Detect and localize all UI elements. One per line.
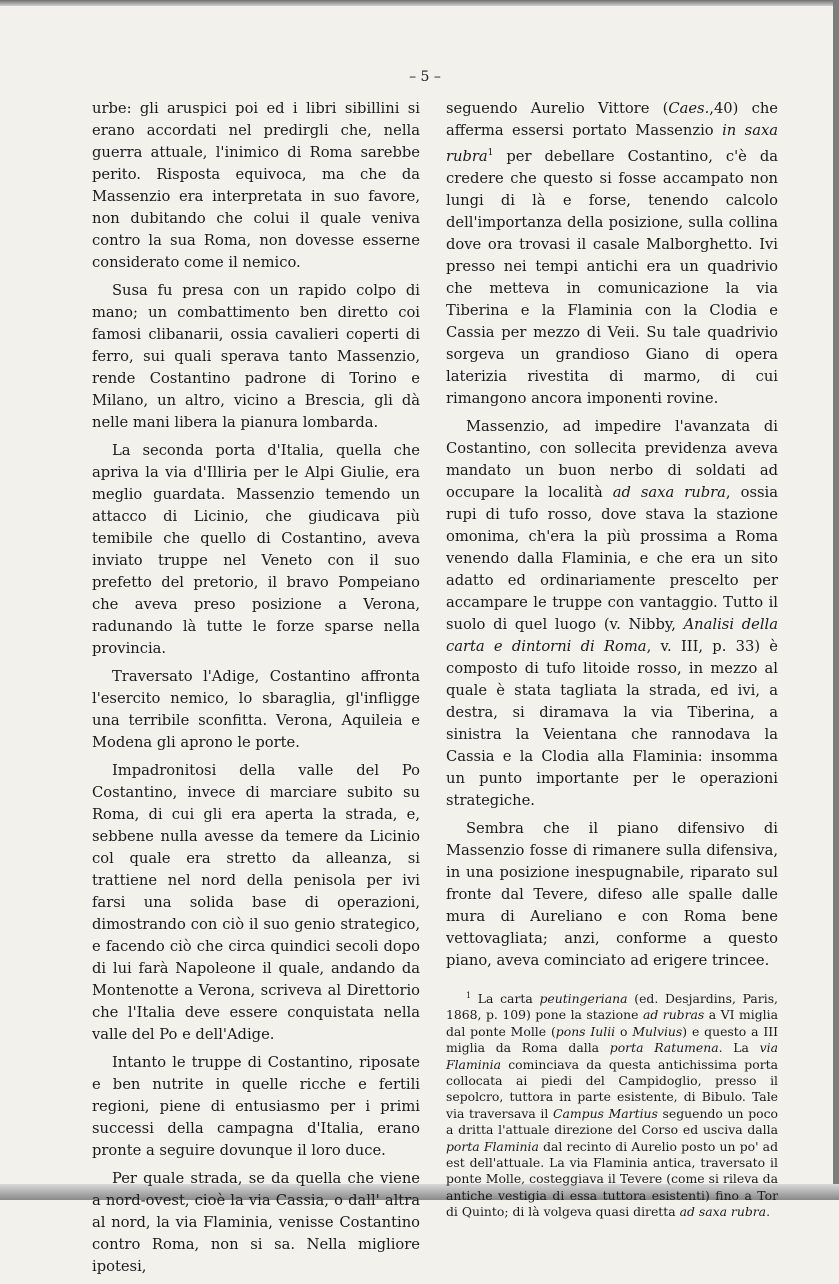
text-run: ,40) che afferma essersi portato Massenzio (446, 100, 778, 139)
right-column (446, 98, 778, 1221)
page-number: – 5 – (409, 69, 441, 85)
text-run: , v. III, p. 33) è composto di tufo litoide rosso, in mezzo al quale è stata tagliata la strada, ed ivi, a destra, si diramava la via Tiberina, a sinistra la Veientana che rannodava la Cassia e la Clodia alla Flaminia: insomma un punto importante per le operazioni strategiche. (446, 637, 778, 809)
italic-run: pons Iulii (555, 1023, 616, 1039)
text-run: per debellare Costantino, c'è da credere che questo si fosse accampato non lungi di là e forse, tenendo calcolo dell'importanza della posizione, sulla collina dove ora trovasi il casale Malborghetto. Ivi presso nei tempi antichi era un quadrivio che metteva in comunicazione la via Tiberina e la Flaminia con la Clodia e Cassia per mezzo di Veii. Su tale quadrivio sorgeva un grandioso Giano di opera laterizia rivestita di marmo, di cui rimangono ancora imponenti rovine. (446, 147, 778, 407)
place-name-italic: ad saxa rubra (612, 483, 726, 501)
text-run: , ossia rupi di tufo rosso, dove stava la stazione omonima, ch'era la più prossima a Roma venendo dalla Flaminia, e che era un sito adatto ed ordinariamente prescelto per accampare le truppe con vantaggio. Tutto il suolo di quel luogo (v. Nibby, (446, 483, 778, 633)
italic-run: porta Flaminia (446, 1138, 539, 1154)
italic-run: ad rubras (642, 1007, 705, 1023)
paragraph: Traversato l'Adige, Costantino affronta l'esercito nemico, lo sbaraglia, gl'infligge una terribile sconfitta. Verona, Aquileia e Modena gli aprono le porte. (92, 668, 420, 751)
text-run: Massenzio, ad impedire l'avanzata di Costantino, con sollecita previdenza aveva mandato un buon nerbo di soldati ad occupare la località (446, 417, 778, 501)
text-run: (ed. Desjardins, Paris, 1868, p. 109) pone la stazione (446, 991, 778, 1023)
book-title-italic: Analisi della carta e dintorni di Roma (446, 615, 778, 655)
paragraph: Intanto le truppe di Costantino, riposate e ben nutrite in quelle ricche e fertili regioni, piene di entusiasmo per i primi successi della campagna d'Italia, erano pronte a seguire dovunque il loro duce. (92, 1054, 420, 1159)
paragraph: Susa fu presa con un rapido colpo di mano; un combattimento ben diretto coi famosi clibanarii, ossia cavalieri coperti di ferro, sui quali sperava tanto Massenzio, rende Costantino padrone di Torino e Milano, un altro, vicino a Brescia, gli dà nelle mani libera la pianura lombarda. (92, 282, 420, 431)
paragraph: Per quale strada, se da quella che viene a nord-ovest, cioè la via Cassia, o dall' altra al nord, la via Flaminia, venisse Costantino contro Roma, non si sa. Nella migliore ipotesi, (92, 1170, 420, 1275)
text-run: La carta (471, 991, 540, 1007)
italic-run: Campus Martius (553, 1105, 658, 1121)
text-run: cominciava da questa antichissima porta collocata ai piedi del Campidoglio, presso il sepolcro, tuttora in parte esistente, di Bibulo. Tale via traversava il (446, 1056, 778, 1121)
paragraph (446, 416, 778, 812)
text-run: . (766, 1204, 771, 1220)
footnote-mark: 1 (466, 990, 472, 1000)
paragraph: La seconda porta d'Italia, quella che apriva la via d'Illiria per le Alpi Giulie, era meglio guardata. Massenzio temendo un attacco di Licinio, che giudicava più temibile che quello di Costantino, aveva inviato truppe nel Veneto con il suo prefetto del pretorio, il bravo Pompeiano che aveva preso posizione a Verona, radunando là tutte le forze sparse nella provincia. (92, 442, 420, 657)
italic-run: ad saxa rubra (679, 1204, 767, 1220)
text-run: o (615, 1023, 633, 1039)
paragraph: Sembra che il piano difensivo di Massenzio fosse di rimanere sulla difensiva, in una posizione inespugnabile, riparato sul fronte dal Tevere, difeso alle spalle dalle mura di Aureliano e con Roma bene vettovagliata; anzi, conforme a questo piano, aveva cominciato ad erigere trincee. (446, 819, 778, 969)
text-run: ) e questo a III miglia da Roma dalla (446, 1023, 778, 1056)
paragraph: Impadronitosi della valle del Po Costantino, invece di marciare subito su Roma, di cui gli era aperta la strada, e, sebbene nulla avesse da temere da Licinio col quale era stretto da alleanza, si trattiene nel nord della penisola per ivi farsi una solida base di operazioni, dimostrando con ciò il suo genio strategico, e facendo ciò che circa quindici secoli dopo di lui farà Napoleone il quale, andando da Montenotte a Verona, scriveva al Direttorio che l'Italia deve essere conquistata nella valle del Po e dell'Adige. (92, 762, 420, 1043)
text-run: a VI miglia dal ponte Molle ( (446, 1007, 778, 1039)
italic-run: porta Ratumena (609, 1040, 719, 1056)
paragraph: urbe: gli aruspici poi ed i libri sibillini si erano accordati nel predirgli che, nella guerra attuale, l'inimico di Roma sarebbe perito. Risposta equivoca, ma che da Massenzio era interpretata in suo favore, non dubitando che colui il quale veniva contro la sua Roma, non dovesse esserne considerato come il nemico. (92, 100, 420, 271)
place-name-italic: in saxa rubra (446, 122, 778, 165)
left-column (92, 98, 420, 1284)
text-run: . La (718, 1040, 760, 1056)
italic-run: peutingeriana (539, 991, 628, 1007)
citation-italic: Caes. (668, 100, 710, 117)
paragraph (446, 98, 778, 410)
text-run: seguendo Aurelio Vittore ( (446, 100, 669, 117)
italic-run: Mulvius (632, 1023, 683, 1039)
footnote (446, 988, 778, 1221)
page-edge-right (833, 0, 839, 1200)
text-run: dal recinto di Aurelio posto un po' ad est dell'attuale. La via Flaminia antica, traversato il ponte Molle, costeggiava il Tevere (come si rileva da antiche vestigia di essa tuttora esistenti) fino a Tor di Quinto; di là volgeva quasi diretta (446, 1138, 779, 1220)
italic-run: via Flaminia (446, 1040, 778, 1072)
text-run: seguendo un poco a dritta l'attuale direzione del Corso ed usciva dalla (446, 1105, 778, 1138)
footnote-reference: 1 (487, 148, 494, 158)
page-edge-top (0, 0, 839, 6)
